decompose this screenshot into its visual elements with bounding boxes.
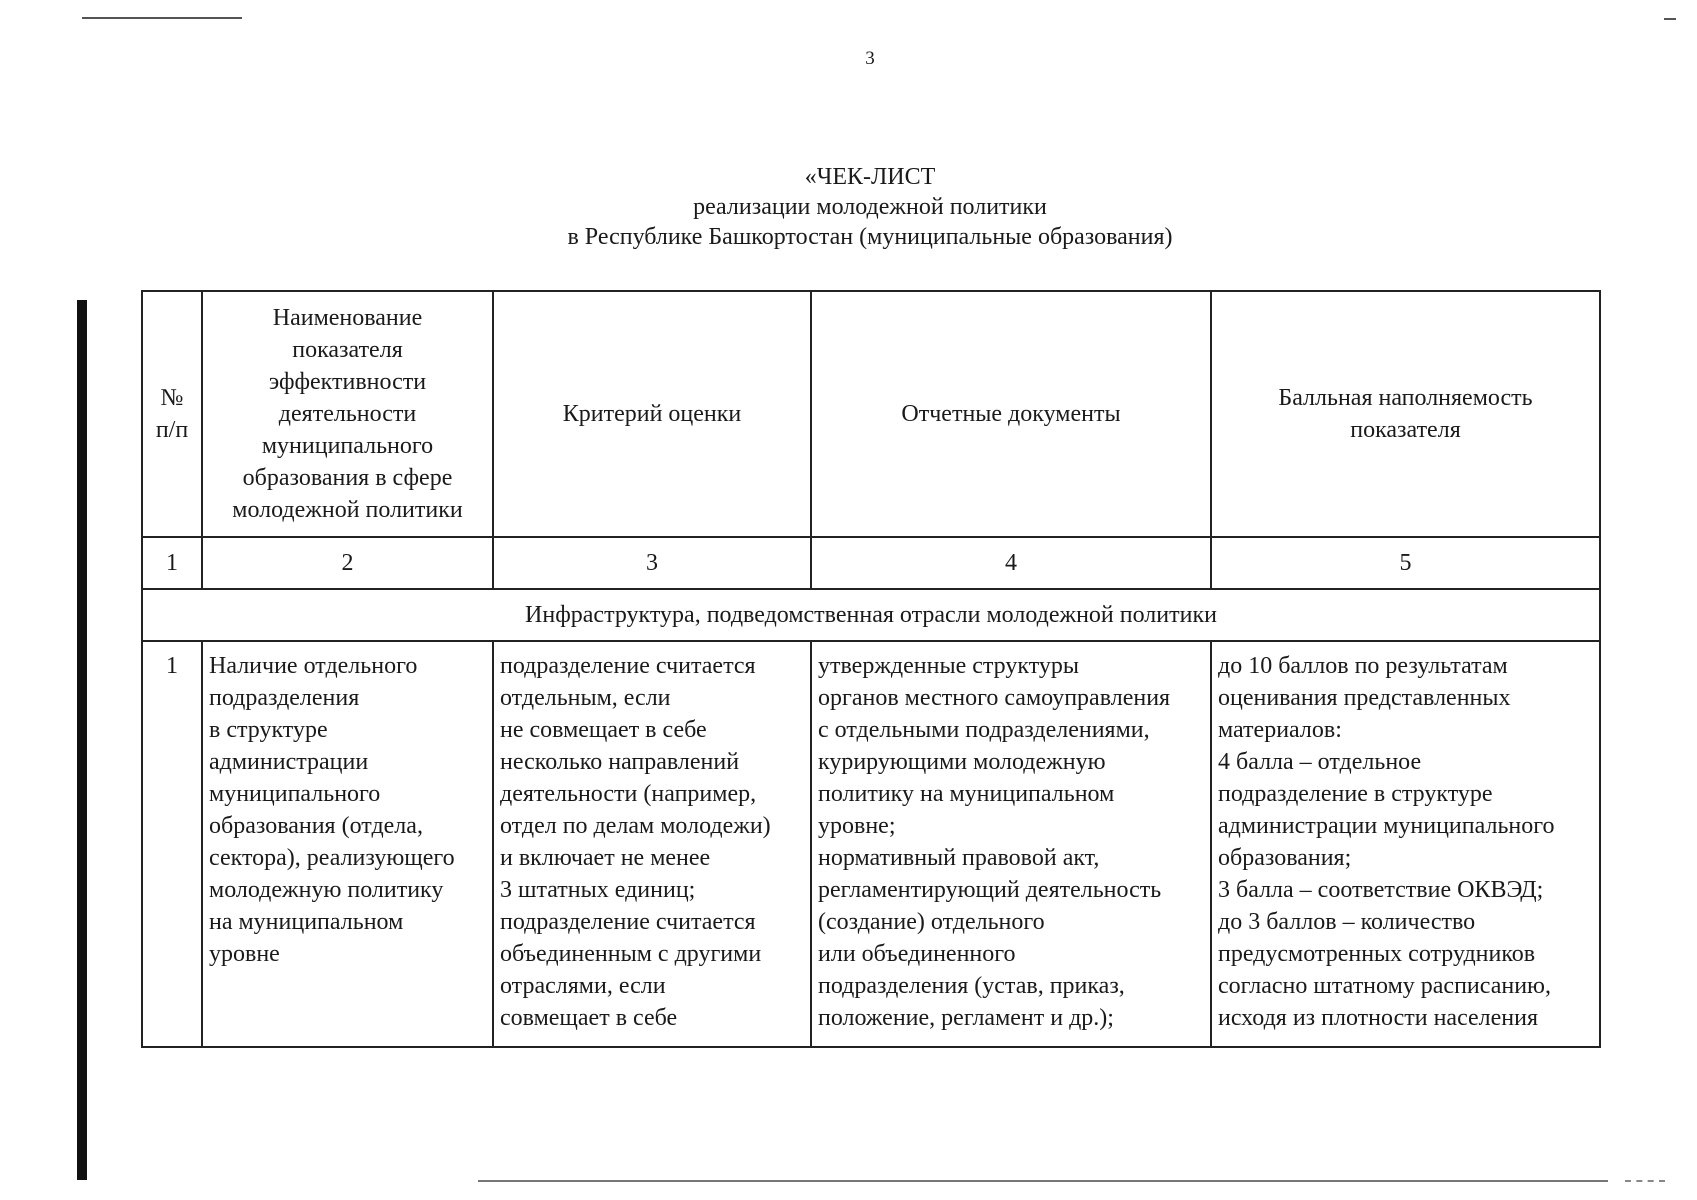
header-cell-number	[142, 291, 202, 537]
column-number-cell: 3	[493, 537, 811, 589]
cell-text-line: или объединенного	[818, 941, 1016, 967]
cell-text-line: объединенным с другими	[500, 941, 762, 967]
checklist-table	[141, 290, 1601, 1048]
cell-text-line: на муниципальном	[209, 909, 404, 935]
title-line-1: «ЧЕК-ЛИСТ	[804, 164, 936, 190]
cell-text-line: оценивания представленных	[1218, 685, 1511, 711]
cell-text-line: №	[160, 385, 184, 411]
cell-text-line: администрации	[209, 749, 369, 775]
cell-text-line: администрации муниципального	[1218, 813, 1555, 839]
page-number: 3	[865, 48, 875, 69]
cell-text-line: п/п	[155, 417, 189, 443]
cell-text-line: муниципального	[209, 781, 381, 807]
cell-text-line: образования в сфере	[242, 465, 453, 491]
criteria-cell	[493, 641, 811, 1047]
cell-text-line: отдел по делам молодежи)	[500, 813, 771, 839]
cell-text-line: до 10 баллов по результатам	[1218, 653, 1508, 679]
cell-text-line: Наименование	[272, 305, 423, 331]
cell-text-line: исходя из плотности населения	[1218, 1005, 1539, 1031]
header-cell-documents	[811, 291, 1211, 537]
cell-text-line: положение, регламент и др.);	[818, 1005, 1114, 1031]
cell-text-line: нормативный правовой акт,	[818, 845, 1100, 871]
cell-text-line: совмещает в себе	[500, 1005, 678, 1031]
cell-text-line: Наличие отдельного	[209, 653, 418, 679]
cell-text-line: деятельности (например,	[500, 781, 757, 807]
scores-cell	[1211, 641, 1600, 1047]
section-title: Инфраструктура, подведомственная отрасли молодежной политики	[142, 589, 1600, 641]
scan-artifact-bottom-dash	[1625, 1180, 1665, 1182]
cell-text-line: сектора), реализующего	[209, 845, 455, 871]
cell-text-line: 3 балла – соответствие ОКВЭД;	[1218, 877, 1544, 903]
cell-text-line: 4 балла – отдельное	[1218, 749, 1422, 775]
scan-artifact-top-tick	[1664, 18, 1676, 20]
cell-text-line: деятельности	[278, 401, 417, 427]
header-cell-criteria	[493, 291, 811, 537]
cell-text-line: отраслями, если	[500, 973, 666, 999]
cell-text-line: Балльная наполняемость	[1278, 385, 1533, 411]
cell-text-line: курирующими молодежную	[818, 749, 1106, 775]
title-line-3: в Республике Башкортостан (муниципальные образования)	[567, 224, 1173, 250]
column-number-cell: 2	[202, 537, 493, 589]
cell-text-line: материалов:	[1218, 717, 1342, 743]
cell-text-line: подразделение в структуре	[1218, 781, 1493, 807]
cell-text-line: и включает не менее	[500, 845, 711, 871]
column-number-cell: 4	[811, 537, 1211, 589]
cell-text-line: уровне	[209, 941, 280, 967]
column-number-row	[142, 537, 1600, 589]
cell-text-line: политику на муниципальном	[818, 781, 1115, 807]
cell-text-line: (создание) отдельного	[818, 909, 1045, 935]
scan-artifact-top-line	[82, 17, 242, 19]
cell-text-line: предусмотренных сотрудников	[1218, 941, 1536, 967]
cell-text-line: отдельным, если	[500, 685, 671, 711]
cell-text-line: Критерий оценки	[562, 401, 742, 427]
cell-text-line: подразделения (устав, приказ,	[818, 973, 1125, 999]
cell-text-line: согласно штатному расписанию,	[1218, 973, 1551, 999]
cell-text-line: показателя	[292, 337, 403, 363]
cell-text-line: подразделение считается	[500, 909, 756, 935]
cell-text-line: образования (отдела,	[209, 813, 423, 839]
cell-text-line: молодежную политику	[209, 877, 444, 903]
cell-text-line: утвержденные структуры	[818, 653, 1079, 679]
cell-text-line: регламентирующий деятельность	[818, 877, 1162, 903]
scan-artifact-bottom-line	[478, 1180, 1608, 1182]
cell-text-line: 3 штатных единиц;	[500, 877, 696, 903]
cell-text-line: показателя	[1350, 417, 1461, 443]
cell-text-line: с отдельными подразделениями,	[818, 717, 1150, 743]
cell-text-line: эффективности	[268, 369, 427, 395]
cell-text-line: в структуре	[209, 717, 328, 743]
table-row	[142, 641, 1600, 1047]
section-row	[142, 589, 1600, 641]
cell-text-line: не совмещает в себе	[500, 717, 707, 743]
row-number-cell: 1	[142, 641, 202, 1047]
document-title	[0, 162, 1697, 252]
cell-text-line: муниципального	[261, 433, 434, 459]
scan-artifact-left-bar	[77, 300, 87, 1180]
header-row	[142, 291, 1600, 537]
indicator-cell	[202, 641, 493, 1047]
cell-text-line: Отчетные документы	[901, 401, 1121, 427]
cell-text-line: подразделение считается	[500, 653, 756, 679]
header-cell-indicator	[202, 291, 493, 537]
column-number-cell: 5	[1211, 537, 1600, 589]
cell-text-line: подразделения	[209, 685, 360, 711]
column-number-cell: 1	[142, 537, 202, 589]
cell-text-line: до 3 баллов – количество	[1218, 909, 1476, 935]
cell-text-line: уровне;	[818, 813, 896, 839]
cell-text-line: молодежной политики	[232, 497, 463, 523]
header-cell-scores	[1211, 291, 1600, 537]
cell-text-line: органов местного самоуправления	[818, 685, 1171, 711]
cell-text-line: образования;	[1218, 845, 1352, 871]
cell-text-line: несколько направлений	[500, 749, 740, 775]
title-line-2: реализации молодежной политики	[693, 194, 1047, 220]
documents-cell	[811, 641, 1211, 1047]
